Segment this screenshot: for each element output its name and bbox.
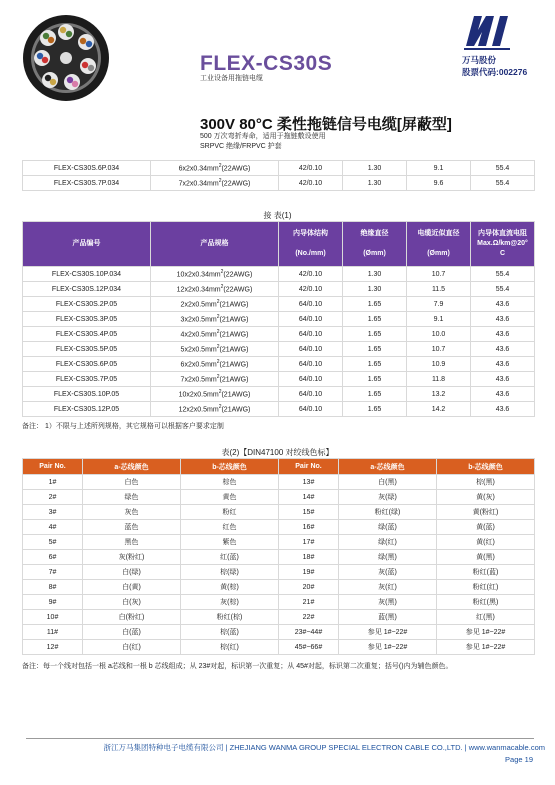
pair-cell: 棕(黑) [437, 475, 535, 490]
pair-cell: 绿(红) [339, 535, 437, 550]
cell-insulation: 1.65 [343, 357, 407, 372]
table-row [23, 640, 535, 655]
table-row [23, 327, 535, 342]
spec-main: 7x2x0.5mm [180, 376, 217, 384]
cell-code: FLEX-CS30S.10P.034 [23, 267, 151, 282]
pair-cell: 17# [279, 535, 339, 550]
table-row [23, 595, 535, 610]
cell-od: 10.9 [407, 357, 471, 372]
table-row [23, 550, 535, 565]
cell-code: FLEX-CS30S.4P.05 [23, 327, 151, 342]
spec-sup: 2 [216, 314, 220, 321]
pair-cell: 粉红(绿) [339, 505, 437, 520]
page-number: Page 19 [505, 755, 533, 764]
pair-cell: 黄(灰) [437, 490, 535, 505]
pair-cell: 6# [23, 550, 83, 565]
stock-label: 股票代码: [462, 67, 499, 77]
cell-od: 9.6 [407, 176, 471, 191]
spec-awg: (22AWG) [221, 165, 251, 173]
spec-sup: 2 [216, 359, 220, 366]
spec-sup: 2 [216, 329, 220, 336]
cell-conductor: 42/0.10 [279, 267, 343, 282]
pair-color-table [22, 458, 535, 655]
cell-od: 11.5 [407, 282, 471, 297]
cell-spec [151, 327, 279, 342]
cell-spec [151, 402, 279, 417]
table-row [23, 387, 535, 402]
cell-resistance: 43.6 [471, 297, 535, 312]
cell-od: 9.1 [407, 161, 471, 176]
table-row [23, 267, 535, 282]
table-row [23, 176, 535, 191]
cell-code: FLEX-CS30S.10P.05 [23, 387, 151, 402]
spec-sup: 2 [216, 344, 220, 351]
cell-spec [151, 161, 279, 176]
pair-cell: 灰(棕) [181, 595, 279, 610]
pair-cell: 白(灰) [83, 595, 181, 610]
cell-spec [151, 387, 279, 402]
cell-code: FLEX-CS30S.5P.05 [23, 342, 151, 357]
cell-insulation: 1.65 [343, 387, 407, 402]
pair-cell: 白(黑) [339, 475, 437, 490]
spec-sup: 2 [218, 404, 222, 411]
spec-sup: 2 [220, 269, 224, 276]
pair-cell: 灰色 [83, 505, 181, 520]
cell-spec [151, 176, 279, 191]
pair-cell: 灰(粉红) [83, 550, 181, 565]
spec-table [22, 221, 535, 417]
pair-cell: 白(粉红) [83, 610, 181, 625]
cell-insulation: 1.65 [343, 297, 407, 312]
product-model-title: FLEX-CS30S [200, 52, 333, 75]
cell-od: 14.2 [407, 402, 471, 417]
cell-code: FLEX-CS30S.6P.05 [23, 357, 151, 372]
pair-cell: 粉红(棕) [181, 610, 279, 625]
cell-resistance: 55.4 [471, 176, 535, 191]
header-conductor: 内导体结构 (No./mm) [279, 222, 343, 267]
spec-awg: (21AWG) [219, 346, 249, 354]
pair-cell: 紫色 [181, 535, 279, 550]
cell-insulation: 1.65 [343, 372, 407, 387]
pair-color-table-caption: 表(2)【DIN47100 对绞线色标】 [221, 448, 334, 457]
pair-cell: 黄(棕) [181, 580, 279, 595]
pair-cell: 红(蓝) [181, 550, 279, 565]
spec-awg: (21AWG) [219, 331, 249, 339]
wanma-logo-icon [462, 12, 514, 52]
pair-header: a-芯线颜色 [339, 459, 437, 475]
pair-header: a-芯线颜色 [83, 459, 181, 475]
pair-header: b-芯线颜色 [181, 459, 279, 475]
pair-cell: 蓝(黑) [339, 610, 437, 625]
spec-sup: 2 [220, 284, 224, 291]
pair-cell: 参见 1#~22# [437, 640, 535, 655]
pair-cell: 45#~66# [279, 640, 339, 655]
header-spec: 产品规格 [151, 222, 279, 267]
cell-code: FLEX-CS30S.6P.034 [23, 161, 151, 176]
table-row [23, 505, 535, 520]
spec-sup: 2 [218, 389, 222, 396]
pair-cell: 粉红 [181, 505, 279, 520]
pair-cell: 绿(黑) [339, 550, 437, 565]
spec-awg: (21AWG) [221, 406, 251, 414]
cell-insulation: 1.30 [343, 176, 407, 191]
pair-cell: 20# [279, 580, 339, 595]
pair-color-note: 备注：每一个线对包括一根 a芯线和一根 b 芯线组成；从 23#对起，标识第一次重复；从 45#对起，标识第二次重复；括号()内为辅色颜色。 [22, 663, 453, 670]
cell-spec [151, 342, 279, 357]
pair-cell: 灰(蓝) [339, 565, 437, 580]
cell-resistance: 55.4 [471, 161, 535, 176]
table-row [23, 625, 535, 640]
pair-cell: 白(黄) [83, 580, 181, 595]
spec-main: 3x2x0.5mm [180, 316, 217, 324]
header-resistance: 内导体直流电阻 Max.Ω/km@20° C [471, 222, 535, 267]
pair-cell: 灰(红) [339, 580, 437, 595]
cell-code: FLEX-CS30S.12P.034 [23, 282, 151, 297]
spec-awg: (21AWG) [219, 316, 249, 324]
pair-cell: 18# [279, 550, 339, 565]
spec-main: 12x2x0.34mm [176, 286, 221, 294]
product-description-line-1: 500 万次弯折寿命，适用于拖链敷设使用 [200, 133, 326, 140]
table-row [23, 580, 535, 595]
cell-conductor: 64/0.10 [279, 357, 343, 372]
table-row [23, 342, 535, 357]
spec-table-continued [22, 160, 535, 191]
pair-cell: 2# [23, 490, 83, 505]
pair-cell: 黄(红) [437, 535, 535, 550]
cell-resistance: 43.6 [471, 327, 535, 342]
spec-awg: (22AWG) [223, 271, 253, 279]
pair-cell: 粉红(黑) [437, 595, 535, 610]
spec-main: 6x2x0.5mm [180, 361, 217, 369]
pair-cell: 参见 1#~22# [339, 625, 437, 640]
spec-sup: 2 [218, 163, 222, 170]
table-row [23, 297, 535, 312]
table-row [23, 312, 535, 327]
pair-cell: 绿色 [83, 490, 181, 505]
table-row [23, 475, 535, 490]
table-row [23, 402, 535, 417]
cell-resistance: 55.4 [471, 282, 535, 297]
spec-sup: 2 [216, 374, 220, 381]
cell-code: FLEX-CS30S.7P.05 [23, 372, 151, 387]
spec-sup: 2 [216, 299, 220, 306]
table-row [23, 565, 535, 580]
spec-sup: 2 [218, 178, 222, 185]
pair-cell: 蓝色 [83, 520, 181, 535]
pair-cell: 4# [23, 520, 83, 535]
pair-cell: 白(蓝) [83, 625, 181, 640]
spec-table-note: 备注： 1）不限与上述所列规格，其它规格可以根据客户要求定制 [22, 423, 224, 430]
pair-cell: 参见 1#~22# [339, 640, 437, 655]
table-row [23, 282, 535, 297]
brand-name: 万马股份 [462, 55, 497, 65]
cell-conductor: 64/0.10 [279, 312, 343, 327]
cell-insulation: 1.30 [343, 161, 407, 176]
cell-od: 10.7 [407, 267, 471, 282]
pair-cell: 12# [23, 640, 83, 655]
cell-spec [151, 297, 279, 312]
cell-conductor: 42/0.10 [279, 161, 343, 176]
pair-cell: 棕(绿) [181, 565, 279, 580]
spec-awg: (21AWG) [219, 376, 249, 384]
pair-cell: 黄(黑) [437, 550, 535, 565]
cell-spec [151, 357, 279, 372]
cell-spec [151, 372, 279, 387]
pair-cell: 21# [279, 595, 339, 610]
pair-cell: 5# [23, 535, 83, 550]
cell-conductor: 64/0.10 [279, 372, 343, 387]
header-code: 产品编号 [23, 222, 151, 267]
cell-resistance: 43.6 [471, 387, 535, 402]
table-row [23, 357, 535, 372]
spec-main: 2x2x0.5mm [180, 301, 217, 309]
cell-od: 13.2 [407, 387, 471, 402]
cell-resistance: 43.6 [471, 372, 535, 387]
pair-cell: 粉红(蓝) [437, 565, 535, 580]
cell-od: 7.9 [407, 297, 471, 312]
table-row [23, 490, 535, 505]
pair-cell: 粉红(红) [437, 580, 535, 595]
pair-cell: 黑色 [83, 535, 181, 550]
cell-od: 9.1 [407, 312, 471, 327]
cell-insulation: 1.65 [343, 402, 407, 417]
cell-resistance: 43.6 [471, 312, 535, 327]
cell-resistance: 55.4 [471, 267, 535, 282]
pair-cell: 19# [279, 565, 339, 580]
pair-cell: 22# [279, 610, 339, 625]
pair-cell: 23#~44# [279, 625, 339, 640]
spec-awg: (22AWG) [221, 180, 251, 188]
spec-main: 6x2x0.34mm [178, 165, 219, 173]
pair-cell: 黄色 [181, 490, 279, 505]
cell-insulation: 1.65 [343, 327, 407, 342]
pair-cell: 16# [279, 520, 339, 535]
table-row [23, 535, 535, 550]
pair-cell: 1# [23, 475, 83, 490]
pair-cell: 14# [279, 490, 339, 505]
cell-spec [151, 282, 279, 297]
pair-cell: 红色 [181, 520, 279, 535]
pair-cell: 棕色 [181, 475, 279, 490]
cell-spec [151, 312, 279, 327]
pair-cell: 3# [23, 505, 83, 520]
pair-cell: 10# [23, 610, 83, 625]
cell-resistance: 43.6 [471, 402, 535, 417]
cell-code: FLEX-CS30S.2P.05 [23, 297, 151, 312]
table-row [23, 610, 535, 625]
cable-cross-section-image [22, 14, 110, 102]
pair-cell: 绿(蓝) [339, 520, 437, 535]
stock-code [462, 66, 527, 78]
pair-header: Pair No. [279, 459, 339, 475]
pair-cell: 棕(蓝) [181, 625, 279, 640]
cell-insulation: 1.65 [343, 312, 407, 327]
table-row [23, 372, 535, 387]
cell-conductor: 64/0.10 [279, 327, 343, 342]
product-description-line-2: SRPVC 绝缘/FRPVC 护套 [200, 143, 282, 150]
pair-header: b-芯线颜色 [437, 459, 535, 475]
spec-main: 12x2x0.5mm [178, 406, 219, 414]
table-row [23, 520, 535, 535]
pair-cell: 黄(蓝) [437, 520, 535, 535]
cell-od: 10.0 [407, 327, 471, 342]
footer-text: 浙江万马集团特种电子电缆有限公司 | ZHEJIANG WANMA GROUP SPECIAL ELECTRON CABLE CO.,LTD. | www.wanmacable.com [103, 743, 545, 752]
cell-resistance: 43.6 [471, 342, 535, 357]
spec-awg: (21AWG) [219, 361, 249, 369]
spec-main: 4x2x0.5mm [180, 331, 217, 339]
cell-conductor: 64/0.10 [279, 297, 343, 312]
table-row [23, 161, 535, 176]
spec-awg: (22AWG) [223, 286, 253, 294]
cell-od: 11.8 [407, 372, 471, 387]
cell-conductor: 42/0.10 [279, 282, 343, 297]
pair-cell: 红(黑) [437, 610, 535, 625]
cell-code: FLEX-CS30S.7P.034 [23, 176, 151, 191]
pair-cell: 白色 [83, 475, 181, 490]
pair-cell: 灰(绿) [339, 490, 437, 505]
pair-cell: 8# [23, 580, 83, 595]
cell-conductor: 64/0.10 [279, 402, 343, 417]
cell-insulation: 1.30 [343, 282, 407, 297]
pair-cell: 11# [23, 625, 83, 640]
product-subtitle: 工业设备用拖链电缆 [200, 75, 263, 82]
spec-table-caption: 接 表(1) [263, 211, 292, 220]
stock-code-value: 002276 [498, 67, 528, 77]
spec-awg: (21AWG) [219, 301, 249, 309]
pair-cell: 黄(粉红) [437, 505, 535, 520]
pair-cell: 棕(红) [181, 640, 279, 655]
footer-divider [26, 738, 534, 739]
cell-insulation: 1.30 [343, 267, 407, 282]
cell-code: FLEX-CS30S.3P.05 [23, 312, 151, 327]
cell-spec [151, 267, 279, 282]
spec-awg: (21AWG) [221, 391, 251, 399]
pair-cell: 白(绿) [83, 565, 181, 580]
cell-insulation: 1.65 [343, 342, 407, 357]
header-od: 电缆近似直径 (Ømm) [407, 222, 471, 267]
pair-cell: 7# [23, 565, 83, 580]
spec-main: 7x2x0.34mm [178, 180, 219, 188]
cell-conductor: 42/0.10 [279, 176, 343, 191]
spec-main: 5x2x0.5mm [180, 346, 217, 354]
pair-cell: 白(红) [83, 640, 181, 655]
header-insulation: 绝缘直径 (Ømm) [343, 222, 407, 267]
pair-cell: 灰(黑) [339, 595, 437, 610]
spec-main: 10x2x0.5mm [178, 391, 219, 399]
cell-resistance: 43.6 [471, 357, 535, 372]
cell-conductor: 64/0.10 [279, 387, 343, 402]
spec-main: 10x2x0.34mm [176, 271, 221, 279]
pair-header: Pair No. [23, 459, 83, 475]
pair-cell: 参见 1#~22# [437, 625, 535, 640]
pair-cell: 13# [279, 475, 339, 490]
pair-cell: 15# [279, 505, 339, 520]
cell-conductor: 64/0.10 [279, 342, 343, 357]
product-headline: 300V 80°C 柔性拖链信号电缆[屏蔽型] [200, 116, 452, 133]
pair-cell: 9# [23, 595, 83, 610]
cell-code: FLEX-CS30S.12P.05 [23, 402, 151, 417]
cell-od: 10.7 [407, 342, 471, 357]
